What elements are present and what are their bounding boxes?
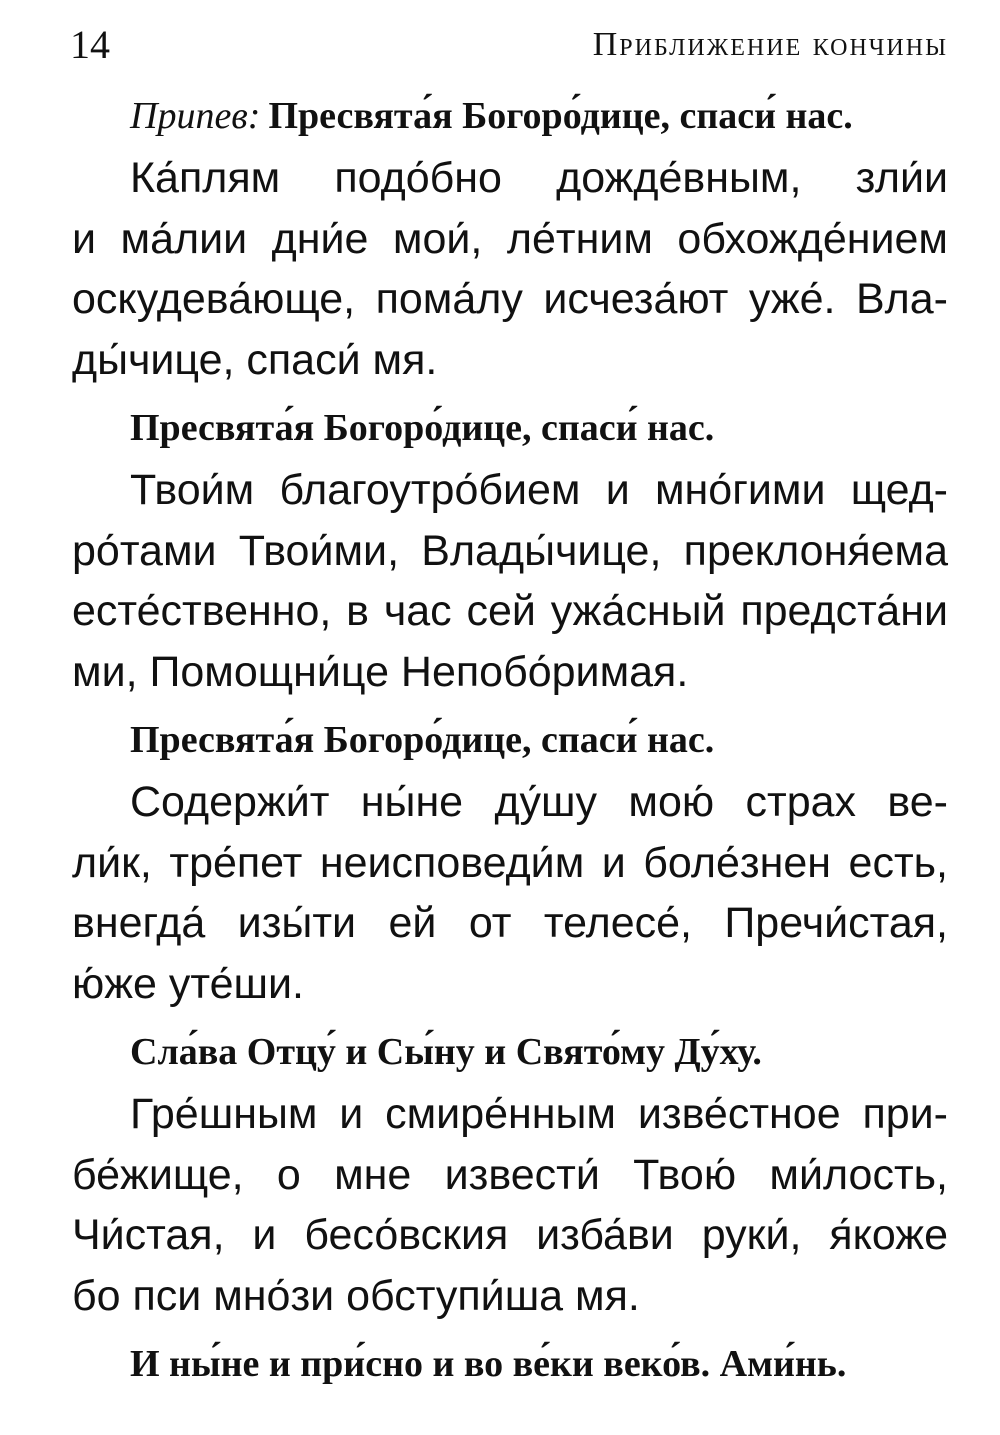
stanza-line: ро́тами Твои́ми, Влады́чице, преклоня́ема xyxy=(72,526,948,575)
stanza-line: ды́чице, спаси́ мя. xyxy=(72,335,438,384)
stanza-line: Твои́м благоутро́бием и мно́гими щед- xyxy=(130,466,948,514)
stanza-line: оскудева́юще, пома́лу исчеза́ют уже́. Вла- xyxy=(72,275,948,323)
stanza-line: ми, Помощни́це Непобо́римая. xyxy=(72,647,689,696)
stanza-line: бе́жище, о мне извести́ Твою́ ми́лость, xyxy=(72,1150,948,1199)
stanza-line: и ма́лии дни́е мои́, ле́тним обхожде́нием xyxy=(72,214,948,263)
refrain xyxy=(72,92,948,140)
refrain xyxy=(72,1340,948,1388)
refrain-text: И ны́не и при́сно и во ве́ки веко́в. Ами́нь. xyxy=(130,1343,847,1385)
stanza-line: Гре́шным и смире́нным изве́стное при- xyxy=(130,1090,948,1138)
refrain-text: Пресвята́я Богоро́дице, спаси́ нас. xyxy=(268,95,853,137)
stanza-line: есте́ственно, в час сей ужа́сный предста́ни xyxy=(72,587,948,635)
refrain xyxy=(72,1028,948,1076)
stanza xyxy=(72,148,948,390)
prayer-text xyxy=(72,92,948,1396)
stanza xyxy=(72,460,948,702)
stanza-line: внегда́ изы́ти ей от телесе́, Пречи́стая, xyxy=(72,899,948,947)
stanza-line: Чи́стая, и бесо́вския изба́ви руки́, я́коже xyxy=(72,1211,948,1259)
refrain-label: Припев: xyxy=(130,95,261,137)
stanza-line: бо пси мно́зи обступи́ша мя. xyxy=(72,1271,640,1320)
stanza-line: ю́же уте́ши. xyxy=(72,959,304,1008)
page-number: 14 xyxy=(70,22,110,67)
running-title: Приближение кончины xyxy=(592,26,948,63)
refrain-text: Пресвята́я Богоро́дице, спаси́ нас. xyxy=(130,407,715,449)
refrain-text: Пресвята́я Богоро́дице, спаси́ нас. xyxy=(130,719,715,761)
refrain-text: Сла́ва Отцу́ и Сы́ну и Свято́му Ду́ху. xyxy=(130,1031,762,1073)
refrain xyxy=(72,404,948,452)
page-header xyxy=(70,22,948,68)
stanza xyxy=(72,1084,948,1326)
stanza-line: Ка́плям подо́бно дожде́вным, зли́и xyxy=(130,154,948,202)
stanza-line: Содержи́т ны́не ду́шу мою́ страх ве- xyxy=(130,778,948,826)
refrain xyxy=(72,716,948,764)
stanza-line: ли́к, тре́пет неисповеди́м и боле́знен есть, xyxy=(72,838,948,887)
stanza xyxy=(72,772,948,1014)
